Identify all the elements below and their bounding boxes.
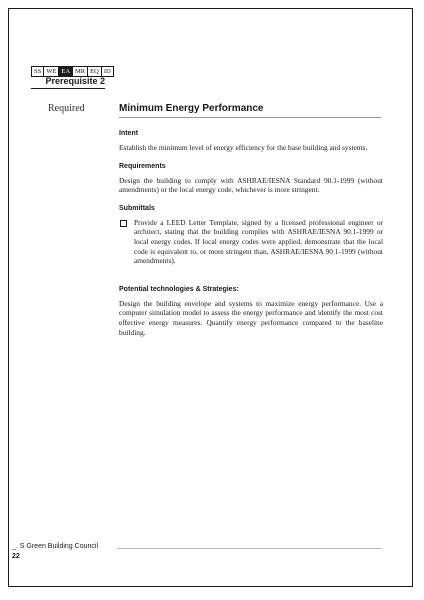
intent-heading: Intent — [119, 130, 139, 137]
strategies-text: Design the building envelope and systems to maximize energy performance. Use a computer simulation model to assess the energy performance and identify the most cost effective energy measures. Quantify energy performance compared to the baseline building. — [119, 298, 383, 337]
tab-id: ID — [103, 68, 111, 75]
footer-divider — [117, 548, 382, 549]
requirement-type: Required — [48, 103, 85, 114]
submittal-item — [119, 218, 383, 266]
strategies-heading: Potential technologies & Strategies: — [119, 285, 239, 293]
main-content — [119, 130, 383, 347]
tab-we: WE — [44, 67, 59, 76]
tab-eq: EQ — [88, 67, 102, 76]
tab-ea: EA — [59, 67, 73, 76]
submittal-text: Provide a LEED Letter Template, signed by a licensed professional engineer or architect, stating that the building complies with ASHRAE/IESNA 90.1-1999 or local energy codes. If local energy codes were applied, demonstrate that the local code is equivalent to, or more stringent than, ASHRAE/IESNA 90.1-1999 (without amendments). — [134, 217, 383, 266]
checkbox-icon — [120, 220, 127, 227]
footer-organization: _. S Green Building Council — [12, 543, 98, 550]
submittals-heading: Submittals — [119, 204, 155, 212]
intent-text: Establish the minimum level of energy efficiency for the base building and systems. — [119, 143, 368, 152]
requirements-heading: Requirements — [119, 162, 166, 170]
page-number: 22 — [12, 553, 20, 560]
requirements-text: Design the building to comply with ASHRAE/IESNA Standard 90.1-1999 (without amendments) or the local energy code, whichever is more stringent. — [119, 175, 383, 195]
page-title: Minimum Energy Performance — [119, 103, 381, 118]
tab-mr: MR — [73, 67, 88, 76]
prerequisite-label: Prerequisite 2 — [31, 76, 105, 89]
tab-ss: SS — [32, 67, 44, 76]
